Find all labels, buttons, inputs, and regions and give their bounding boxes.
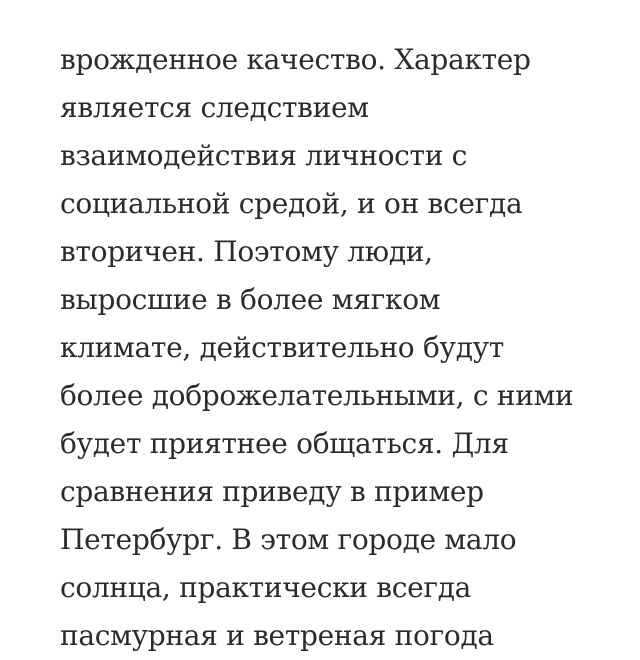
text-line-8: более доброжелательными, с ними [60, 379, 574, 412]
text-line-13: пасмурная и ветреная погода [60, 619, 494, 652]
text-line-4: социальной средой, и он всегда [60, 187, 523, 220]
text-line-10: сравнения приведу в пример [60, 475, 484, 508]
text-line-9: будет приятнее общаться. Для [60, 427, 509, 460]
text-line-7: климате, действительно будут [60, 331, 505, 364]
text-line-1: врожденное качество. Характер [60, 43, 531, 76]
text-line-11: Петербург. В этом городе мало [60, 523, 517, 556]
text-line-3: взаимодействия личности с [60, 139, 468, 172]
text-line-2: является следствием [60, 91, 369, 124]
text-line-12: солнца, практически всегда [60, 571, 472, 604]
article-body [60, 36, 620, 660]
text-line-5: вторичен. Поэтому люди, [60, 235, 433, 268]
text-line-6: выросшие в более мягком [60, 283, 441, 316]
